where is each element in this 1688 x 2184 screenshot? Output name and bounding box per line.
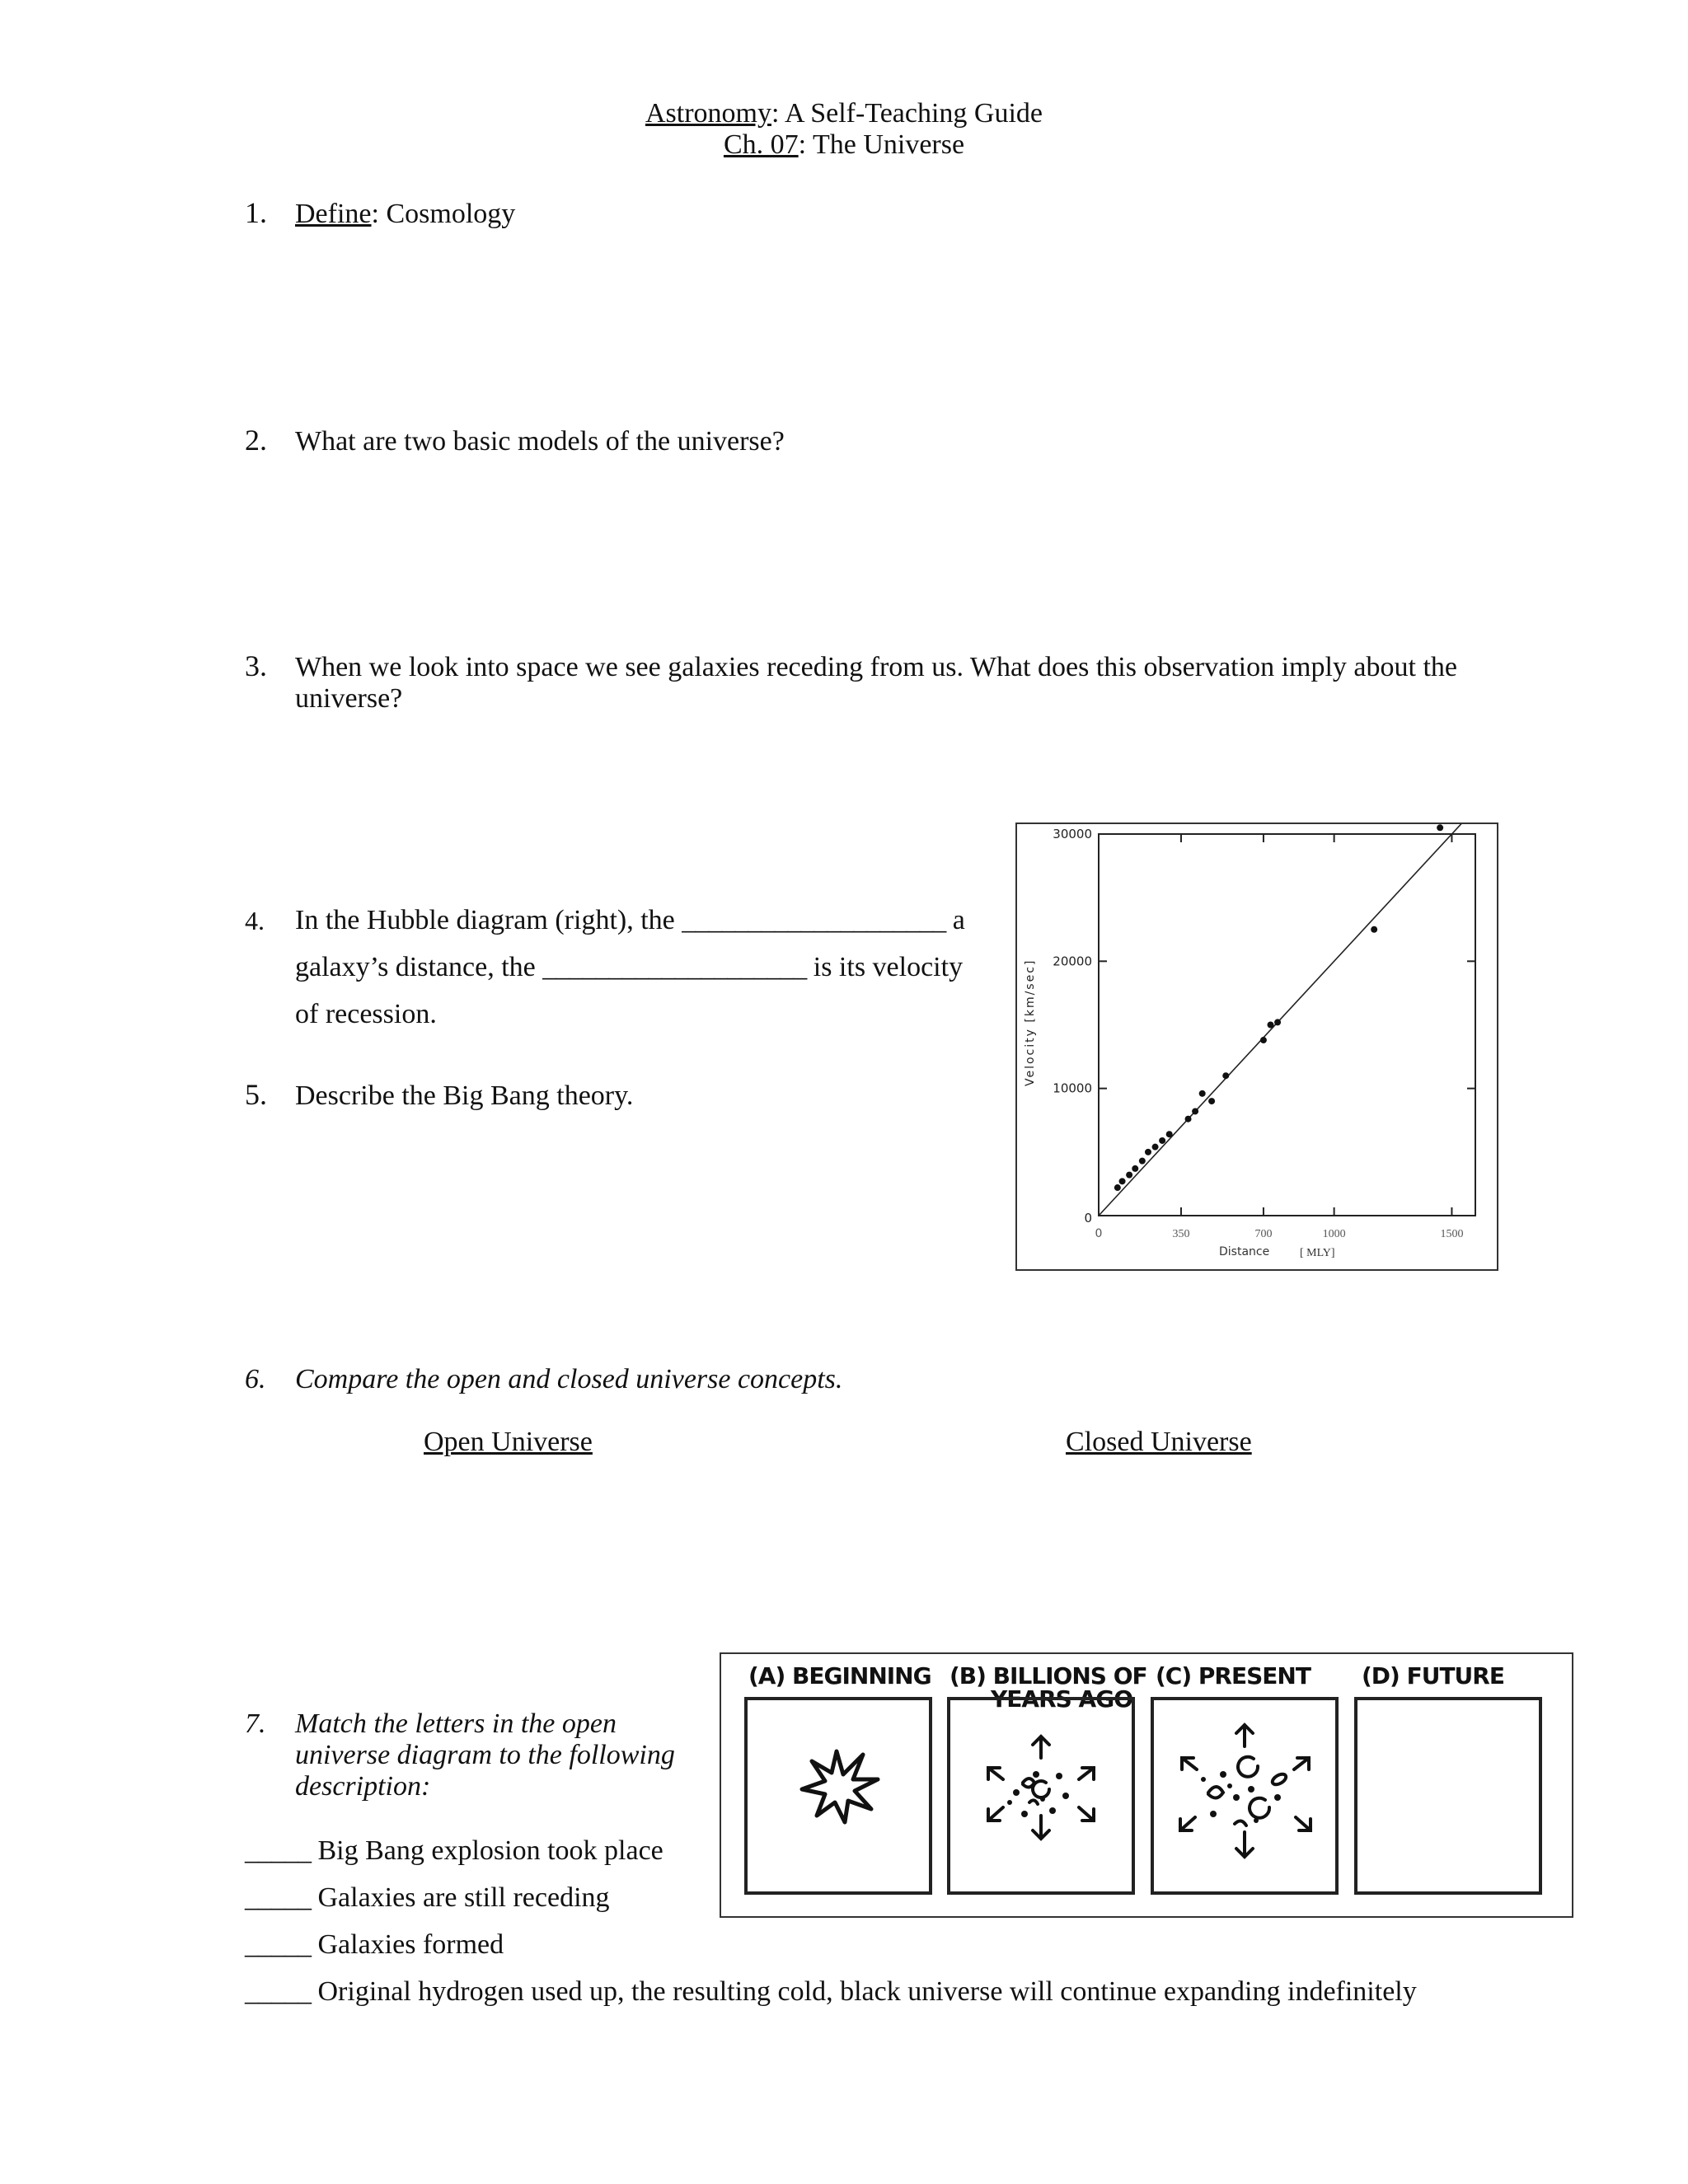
q7-answer-row [245, 1975, 1417, 2008]
data-point [1260, 1037, 1267, 1043]
data-point [1114, 1184, 1121, 1191]
y-tick-label: 0 [1084, 1211, 1092, 1226]
q7-answer-text: Galaxies formed [317, 1929, 504, 1960]
plot-frame [1099, 834, 1475, 1216]
chapter-number: Ch. 07 [723, 129, 799, 160]
q4-blank-1[interactable]: ____________________ [682, 905, 946, 935]
q4-part4: is its velocity [813, 952, 964, 982]
x-tick-label: 1500 [1440, 1228, 1464, 1240]
book-subtitle: : A Self-Teaching Guide [771, 98, 1043, 129]
chapter-title [0, 129, 1688, 162]
q4-part2: a [952, 905, 965, 935]
q5-text: Describe the Big Bang theory. [295, 1080, 634, 1111]
data-point [1274, 1019, 1281, 1025]
panel-present [1151, 1697, 1339, 1895]
panel-beginning [744, 1697, 932, 1895]
panel-billions-of-years-ago [947, 1697, 1135, 1895]
q1-text [295, 198, 515, 231]
present-galaxies-icon [1154, 1700, 1335, 1891]
chapter-name: : The Universe [798, 129, 965, 160]
q7-answer-text: Galaxies are still receding [317, 1882, 610, 1913]
y-tick-label: 10000 [1053, 1080, 1092, 1096]
hubble-chart-svg [1017, 824, 1497, 1269]
q1-define-label: Define [295, 199, 372, 229]
q7-line2: universe diagram to the following [295, 1740, 675, 1770]
q7-answer-text: Big Bang explosion took place [317, 1835, 663, 1866]
data-point [1145, 1149, 1151, 1155]
q6-number: 6. [245, 1364, 266, 1394]
col-open-universe: Open Universe [424, 1427, 593, 1457]
label-present: (C) PRESENT [1156, 1662, 1311, 1690]
q7-blank[interactable]: _____ [245, 1882, 311, 1913]
q7-blank[interactable]: _____ [245, 1835, 311, 1866]
label-years-ago: YEARS AGO [991, 1685, 1133, 1713]
x-tick-label: 350 [1172, 1228, 1190, 1240]
early-galaxies-icon [950, 1700, 1132, 1891]
data-point [1166, 1131, 1173, 1137]
data-point [1132, 1165, 1138, 1172]
q7-line3: description: [295, 1771, 431, 1802]
q7-answer-row [245, 1929, 504, 1961]
data-point [1199, 1090, 1206, 1097]
label-beginning: (A) BEGINNING [748, 1662, 931, 1690]
open-universe-diagram [720, 1652, 1573, 1918]
x-axis-unit: [ MLY] [1300, 1247, 1335, 1259]
data-point [1371, 926, 1377, 933]
doc-title [0, 97, 1688, 130]
label-future: (D) FUTURE [1362, 1662, 1504, 1690]
data-point [1222, 1072, 1229, 1079]
data-point [1139, 1158, 1146, 1165]
x-tick-label: 0 [1095, 1227, 1103, 1240]
panel-future [1354, 1697, 1542, 1895]
data-point [1208, 1098, 1215, 1104]
data-point [1126, 1172, 1132, 1179]
x-axis-label: Distance [1219, 1245, 1270, 1258]
q4-blank-2[interactable]: ____________________ [542, 952, 807, 982]
data-point [1152, 1144, 1159, 1151]
q5-number: 5. [245, 1078, 267, 1111]
y-axis-label: Velocity [km/sec] [1024, 958, 1037, 1086]
data-point [1268, 1022, 1274, 1029]
q7-number: 7. [245, 1708, 266, 1739]
q3-text-line2: universe? [295, 683, 403, 714]
q7-line1: Match the letters in the open [295, 1708, 617, 1739]
q7-blank[interactable]: _____ [245, 1929, 311, 1960]
book-title: Astronomy [645, 98, 771, 129]
explosion-icon [748, 1700, 929, 1891]
label-billions-of: (B) BILLIONS OF [950, 1662, 1147, 1690]
data-point [1192, 1108, 1198, 1114]
hubble-diagram [1015, 823, 1498, 1271]
q7-answer-text: Original hydrogen used up, the resulting cold, black universe will continue expanding indefinitely [317, 1976, 1417, 2007]
q4-part3: galaxy’s distance, the [295, 952, 536, 982]
q4-line2 [295, 951, 963, 984]
x-tick-label: 1000 [1322, 1228, 1346, 1240]
x-tick-label: 700 [1254, 1228, 1273, 1240]
data-point [1437, 824, 1443, 831]
col-closed-universe: Closed Universe [1066, 1427, 1252, 1457]
data-point [1119, 1178, 1126, 1184]
fit-line [1099, 824, 1475, 1216]
q2-text: What are two basic models of the universe? [295, 426, 785, 457]
y-tick-label: 30000 [1053, 827, 1092, 841]
q1-number: 1. [245, 196, 267, 229]
q3-number: 3. [245, 649, 267, 682]
q2-number: 2. [245, 424, 267, 457]
q7-answer-row [245, 1882, 610, 1915]
q1-term: : Cosmology [371, 199, 516, 229]
q7-blank[interactable]: _____ [245, 1976, 311, 2007]
q4-number: 4. [245, 906, 265, 935]
q3-text-line1: When we look into space we see galaxies receding from us. What does this observation imply about the [295, 652, 1457, 682]
q4-line1 [295, 904, 965, 937]
q4-part1: In the Hubble diagram (right), the [295, 905, 675, 935]
q6-text: Compare the open and closed universe concepts. [295, 1364, 843, 1394]
q7-answer-row [245, 1835, 663, 1868]
y-tick-label: 20000 [1053, 954, 1092, 969]
data-point [1185, 1116, 1192, 1122]
q4-line3: of recession. [295, 999, 437, 1029]
data-point [1159, 1137, 1165, 1144]
